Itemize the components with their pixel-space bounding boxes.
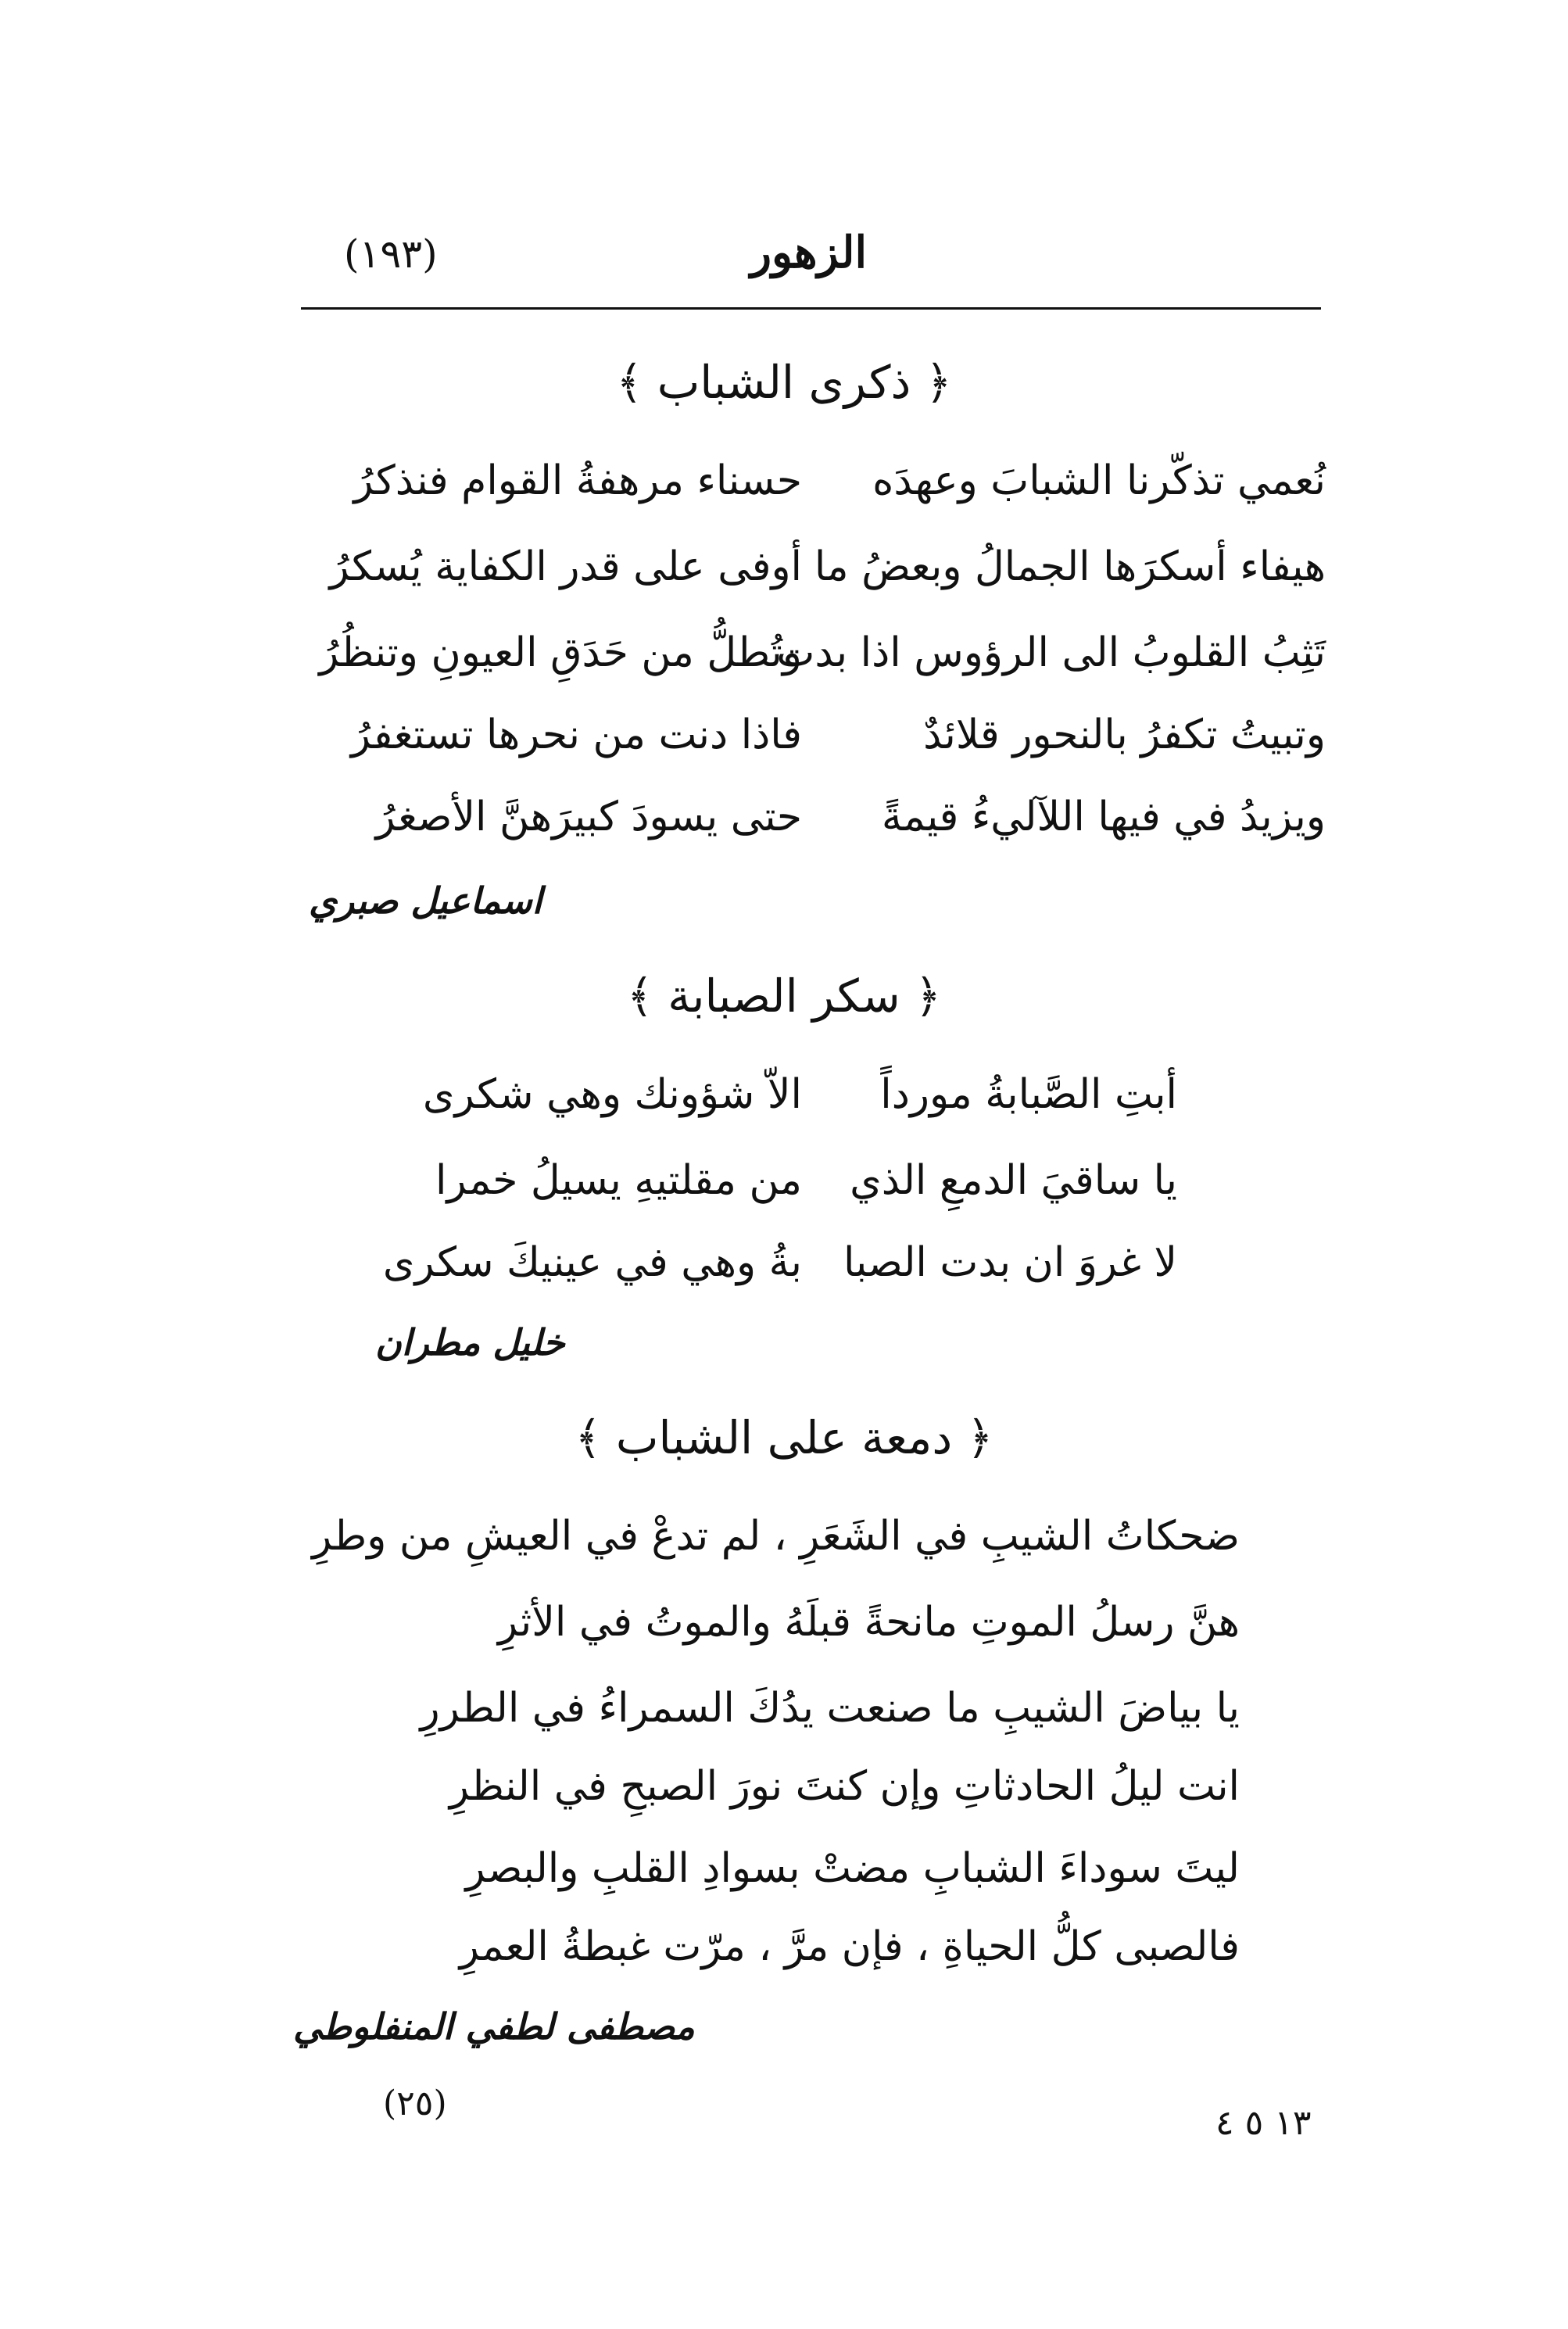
- line-3-3: يا بياضَ الشيبِ ما صنعت يدُكَ السمراءُ في الطررِ: [420, 1685, 1240, 1732]
- section-title-sukr: ﴿ سكر الصبابة ﴾: [626, 969, 942, 1023]
- line-3-5: ليتَ سوداءَ الشبابِ مضتْ بسوادِ القلبِ والبصرِ: [465, 1845, 1240, 1892]
- verse-5-second: حتى يسودَ كبيرَهنَّ الأصغرُ: [375, 794, 802, 840]
- verse-4-second: فاذا دنت من نحرها تستغفرُ: [350, 711, 802, 758]
- verse-4-first: وتبيتُ تكفرُ بالنحور قلائدٌ: [923, 711, 1326, 758]
- verse-2-3-second: بةُ وهي في عينيكَ سكرى: [382, 1239, 802, 1286]
- line-3-1: ضحكاتُ الشيبِ في الشَعَرِ ، لم تدعْ في العيشِ من وطرِ: [312, 1513, 1240, 1560]
- verse-2-1-second: الاّ شؤونك وهي شكرى: [422, 1071, 802, 1118]
- verse-2-2-first: يا ساقيَ الدمعِ الذي: [850, 1157, 1177, 1204]
- section-title-dhikra: ﴿ ذكرى الشباب ﴾: [616, 356, 952, 409]
- author-ismail-sabri: اسماعيل صبري: [309, 880, 542, 922]
- line-3-6: فالصبى كلُّ الحياةِ ، فإن مرَّ ، مرّت غبطةُ العمرِ: [459, 1923, 1240, 1970]
- running-title: الزهور: [750, 227, 868, 278]
- line-3-4: انت ليلُ الحادثاتِ وإن كنتَ نورَ الصبحِ في النظرِ: [449, 1763, 1240, 1810]
- verse-2-second: أوفى على قدر الكفاية يُسكرُ: [329, 543, 802, 590]
- author-manfaluti: مصطفى لطفي المنفلوطي: [293, 2005, 695, 2048]
- page-number: (١٩٣): [344, 231, 438, 277]
- verse-1-first: نُعمي تذكّرنا الشبابَ وعهدَه: [872, 457, 1326, 504]
- verse-2-first: هيفاء أسكرَها الجمالُ وبعضُ ما: [814, 543, 1326, 590]
- verse-3-first: تَثِبُ القلوبُ الى الرؤوس اذا بدت: [776, 629, 1326, 676]
- verse-2-3-first: لا غروَ ان بدت الصبا: [843, 1239, 1177, 1286]
- author-khalil-mutran: خليل مطران: [375, 1321, 565, 1363]
- section-title-dam'a: ﴿ دمعة على الشباب ﴾: [575, 1411, 993, 1464]
- footer-page-number: (٢٥): [383, 2084, 447, 2123]
- verse-3-second: وتُطلُّ من حَدَقِ العيونِ وتنظُرُ: [319, 629, 802, 676]
- verse-2-1-first: أبتِ الصَّبابةُ مورداً: [880, 1071, 1177, 1118]
- header-rule: [301, 307, 1321, 310]
- verse-1-second: حسناء مرهفةُ القوام فنذكرُ: [353, 457, 802, 504]
- verse-5-first: ويزيدُ في فيها اللآليءُ قيمةً: [881, 794, 1326, 840]
- verse-2-2-second: من مقلتيهِ يسيلُ خمرا: [435, 1157, 802, 1204]
- line-3-2: هنَّ رسلُ الموتِ مانحةً قبلَهُ والموتُ في الأثرِ: [498, 1599, 1240, 1646]
- footer-signature-number: ١٣ ٥ ٤: [1215, 2103, 1312, 2143]
